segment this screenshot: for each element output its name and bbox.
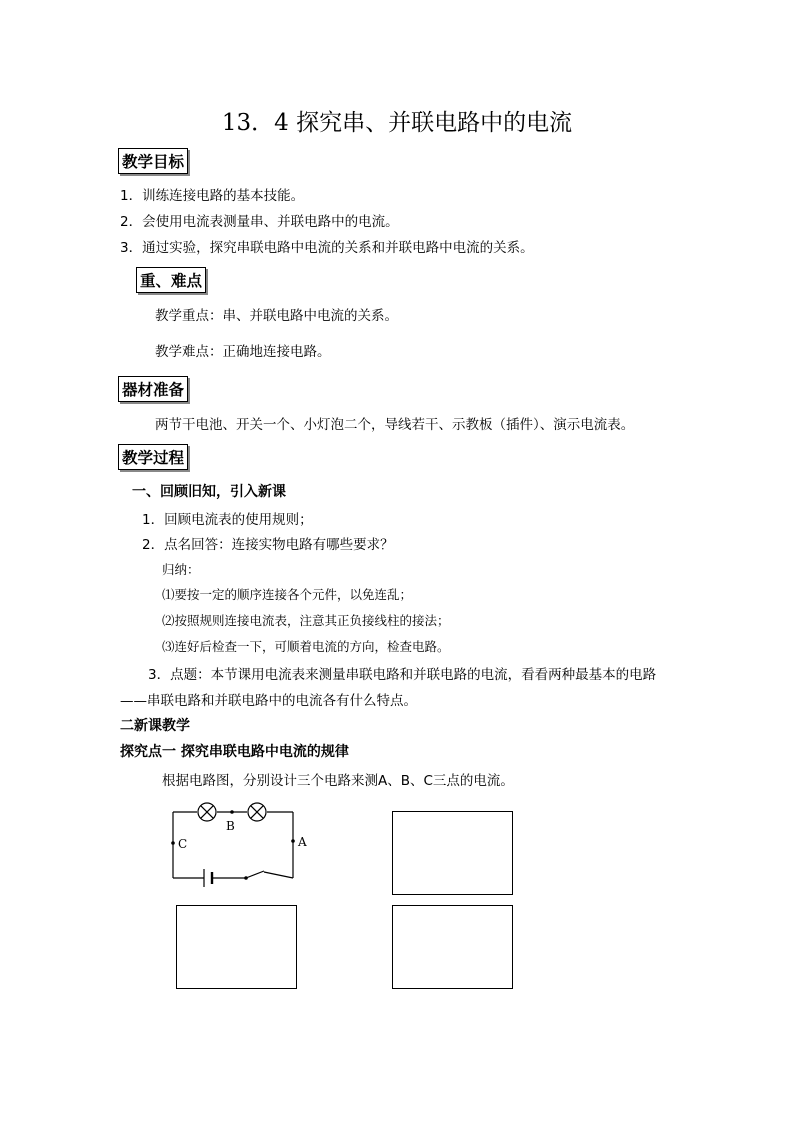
explore1-text: 根据电路图，分别设计三个电路来测A、B、C三点的电流。 [162, 773, 514, 789]
materials-heading: 器材准备 [118, 376, 188, 402]
goal-item-2: 2．会使用电流表测量串、并联电路中的电流。 [120, 214, 399, 230]
step-1: 1．回顾电流表的使用规则； [142, 512, 313, 528]
process-heading: 教学过程 [118, 444, 188, 470]
goal-item-3: 3．通过实验，探究串联电路中电流的关系和并联电路中电流的关系。 [120, 240, 534, 256]
difficult-point: 教学难点：正确地连接电路。 [155, 344, 331, 360]
goal-item-1: 1．训练连接电路的基本技能。 [120, 188, 305, 204]
part1-title: 一、回顾旧知，引入新课 [132, 484, 286, 500]
summary-label: 归纳： [162, 562, 200, 577]
step-3-line-2: ——串联电路和并联电路中的电流各有什么特点。 [120, 693, 417, 709]
explore1-title: 探究点一 探究串联电路中电流的规律 [120, 744, 349, 760]
rule-3: ⑶连好后检查一下，可顺着电流的方向，检查电路。 [162, 639, 450, 654]
step-3-line-1: 3．点题：本节课用电流表来测量串联电路和并联电路的电流，看看两种最基本的电路 [148, 667, 657, 683]
page-title: 13．4 探究串、并联电路中的电流 [221, 110, 573, 136]
battery-icon [204, 869, 212, 887]
answer-box-3 [392, 905, 513, 989]
lamp-2-icon [248, 803, 266, 821]
switch-icon [244, 876, 248, 880]
goals-heading: 教学目标 [118, 148, 188, 174]
step-2: 2．点名回答：连接实物电路有哪些要求？ [142, 537, 394, 553]
label-a: A [298, 835, 307, 849]
answer-box-1 [392, 811, 513, 895]
label-c: C [178, 837, 188, 851]
lamp-1-icon [198, 803, 216, 821]
part2-title: 二新课教学 [120, 718, 190, 734]
key-points-heading: 重、难点 [136, 267, 206, 293]
answer-box-2 [176, 905, 297, 989]
rule-1: ⑴要按一定的顺序连接各个元件，以免连乱； [162, 587, 413, 602]
rule-2: ⑵按照规则连接电流表，注意其正负接线柱的接法； [162, 613, 450, 628]
series-circuit-diagram [160, 798, 320, 890]
important-point: 教学重点：串、并联电路中电流的关系。 [155, 308, 398, 324]
label-b: B [226, 819, 235, 833]
materials-text: 两节干电池、开关一个、小灯泡二个，导线若干、示教板（插件）、演示电流表。 [155, 417, 635, 433]
